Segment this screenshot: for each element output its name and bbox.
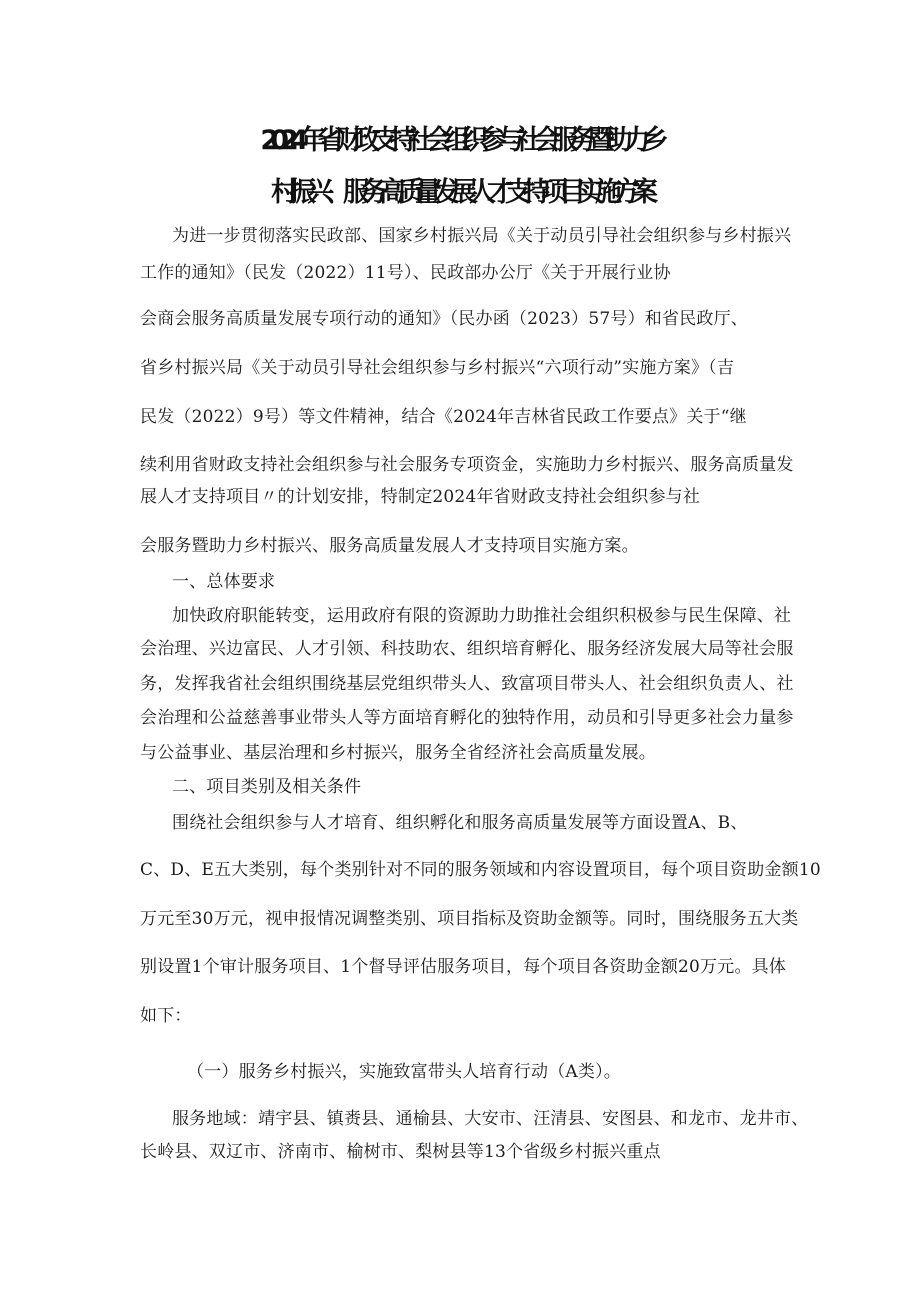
document-title-line-2: 村振兴、服务高质量发展人才支持项目实施方案	[271, 177, 649, 208]
body-line-13: 会治理和公益慈善事业带头人等方面培育孵化的独特作用，动员和引导更多社会力量参	[140, 708, 794, 728]
body-line-22: 服务地域：靖宇县、镇赉县、通榆县、大安市、汪清县、安图县、和龙市、龙井市、	[172, 1109, 809, 1129]
body-line-11: 会治理、兴边富民、人才引领、科技助农、组织培育孵化、服务经济发展大局等社会服	[140, 639, 794, 659]
body-line-3: 会商会服务高质量发展专项行动的通知》（民办函（2023）57号）和省民政厅、	[140, 309, 748, 329]
section-heading-2: 二、项目类别及相关条件	[172, 777, 362, 797]
body-line-17: C、D、E五大类别，每个类别针对不同的服务领域和内容设置项目，每个项目资助金额10	[140, 860, 821, 880]
subsection-heading-1: （一）服务乡村振兴，实施致富带头人培育行动（A类）。	[187, 1062, 621, 1082]
body-line-14: 与公益事业、基层治理和乡村振兴，服务全省经济社会高质量发展。	[140, 743, 656, 763]
body-line-2: 工作的通知》（民发（2022）11号）、民政部办公厅《关于开展行业协	[140, 263, 671, 283]
body-line-8: 会服务暨助力乡村振兴、服务高质量发展人才支持项目实施方案。	[140, 536, 639, 556]
body-line-7: 展人才支持项目〃的计划安排，特制定2024年省财政支持社会组织参与社	[140, 487, 701, 507]
body-line-16: 围绕社会组织参与人才培育、组织孵化和服务高质量发展等方面设置A、B、	[172, 813, 748, 833]
body-line-23: 长岭县、双辽市、济南市、榆树市、梨树县等13个省级乡村振兴重点	[140, 1142, 661, 1162]
body-line-18: 万元至30万元，视申报情况调整类别、项目指标及资助金额等。同时，围绕服务五大类	[140, 909, 799, 929]
body-line-12: 务，发挥我省社会组织围绕基层党组织带头人、致富项目带头人、社会组织负责人、社	[140, 674, 794, 694]
body-line-4: 省乡村振兴局《关于动员引导社会组织参与乡村振兴“六项行动”实施方案》（吉	[140, 358, 735, 378]
body-line-19: 别设置1个审计服务项目、1个督导评估服务项目，每个项目各资助金额20万元。具体	[140, 957, 787, 977]
document-title-line-1: 2024年省财政支持社会组织参与社会服务暨助力乡	[260, 125, 660, 156]
body-line-10: 加快政府职能转变，运用政府有限的资源助力助推社会组织积极参与民生保障、社	[172, 606, 792, 626]
section-heading-1: 一、总体要求	[172, 572, 276, 592]
body-line-20: 如下：	[140, 1006, 192, 1026]
body-line-5: 民发（2022）9号）等文件精神，结合《2024年吉林省民政工作要点》关于“继	[140, 407, 747, 427]
body-line-1: 为进一步贯彻落实民政部、国家乡村振兴局《关于动员引导社会组织参与乡村振兴	[172, 226, 792, 246]
body-line-6: 续利用省财政支持社会组织参与社会服务专项资金，实施助力乡村振兴、服务高质量发	[140, 455, 794, 475]
